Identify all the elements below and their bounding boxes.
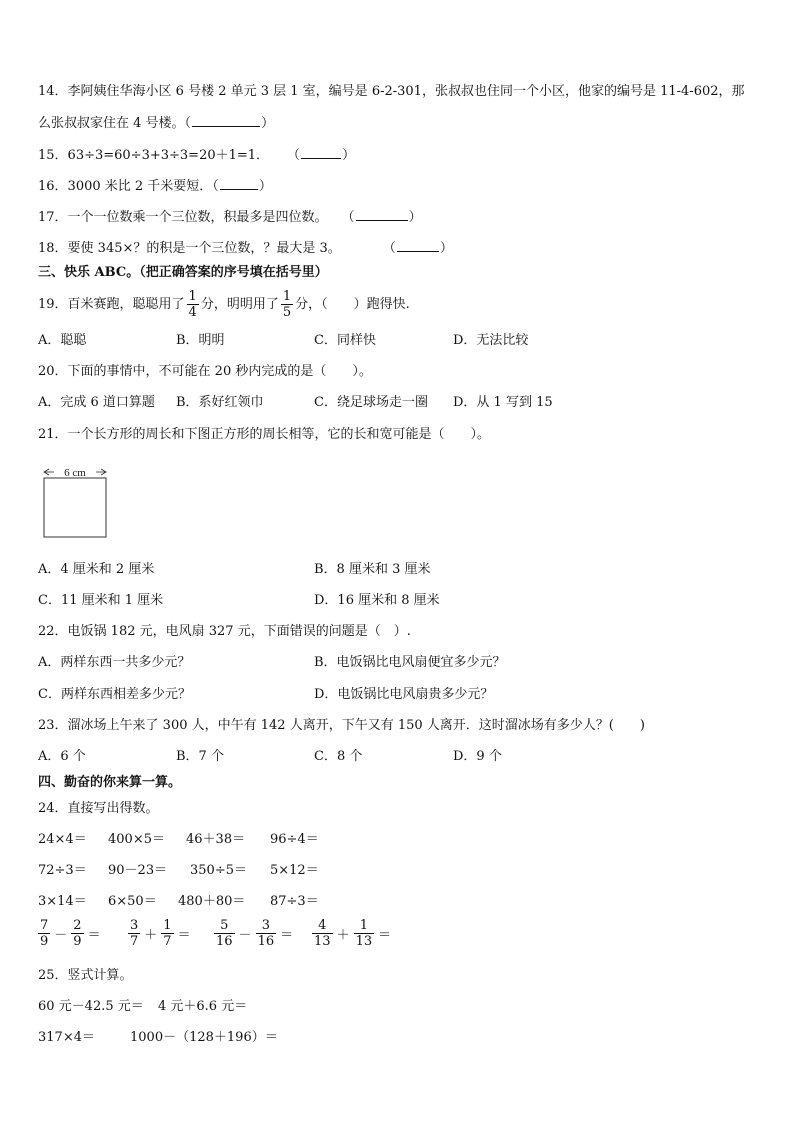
fraction-calc-1	[36, 918, 103, 949]
calc-item: 90－23＝	[108, 863, 168, 878]
fraction	[161, 918, 173, 949]
question-22: 22．电饭锅 182 元，电风扇 327 元，下面错误的问题是（ ）.	[38, 624, 411, 639]
equals-sign: ＝	[177, 928, 191, 943]
calc-item: 72÷3＝	[38, 863, 87, 878]
question-20: 20．下面的事情中，不可能在 20 秒内完成的是（ ）。	[38, 364, 372, 379]
q22-option-d[interactable]: D．电饭锅比电风扇贵多少元？	[314, 687, 494, 702]
q20-option-d[interactable]: D．从 1 写到 15	[453, 395, 553, 410]
q23-option-b[interactable]: B．7 个	[176, 749, 224, 764]
fraction-numerator: 1	[163, 918, 172, 933]
calc-item: 3×14＝	[38, 894, 87, 909]
square-side-label: 6 cm	[64, 467, 86, 479]
fraction	[71, 918, 83, 949]
q19-option-c[interactable]: C．同样快	[314, 333, 376, 348]
fraction	[38, 918, 50, 949]
q21-option-d[interactable]: D．16 厘米和 8 厘米	[314, 593, 440, 608]
question-18-text: 18．要使 345×？的积是一个三位数，？最大是 3。	[38, 241, 341, 256]
answer-paren-open: （	[212, 179, 219, 194]
fraction-numerator: 4	[312, 918, 333, 934]
q20-option-c[interactable]: C．绕足球场走一圈	[314, 395, 428, 410]
question-19	[38, 286, 410, 324]
fraction-numerator: 2	[73, 918, 82, 933]
answer-blank-14[interactable]	[192, 114, 260, 127]
calc-item: 46＋38＝	[186, 832, 246, 847]
question-15-text: 15．63÷3=60÷3+3÷3=20＋1=1．	[38, 148, 270, 163]
answer-paren-open: （	[382, 241, 396, 256]
fraction-calc-3	[212, 918, 295, 949]
q22-option-c[interactable]: C．两样东西相差多少元？	[38, 687, 191, 702]
q22-option-b[interactable]: B．电饭锅比电风扇便宜多少元？	[314, 655, 506, 670]
vertical-calc-item: 317×4＝	[38, 1030, 95, 1045]
fraction-denominator: 9	[73, 934, 82, 949]
fraction	[128, 918, 140, 949]
square-shape	[44, 478, 106, 537]
answer-paren-close: ）	[408, 210, 422, 225]
fraction-numerator: 1	[282, 289, 292, 304]
question-14-line-2	[38, 114, 274, 133]
question-24: 24．直接写出得数。	[38, 801, 159, 816]
equals-sign: ＝	[87, 928, 101, 943]
q19-option-d[interactable]: D．无法比较	[453, 333, 529, 348]
calc-item: 480＋80＝	[178, 894, 246, 909]
answer-paren-open: （	[287, 148, 301, 163]
fraction-one-quarter	[187, 289, 199, 320]
answer-blank-15[interactable]	[301, 146, 341, 159]
calc-item: 400×5＝	[108, 832, 165, 847]
question-17-text: 17．一个一位数乘一个三位数，积最多是四位数。	[38, 210, 328, 225]
q21-option-c[interactable]: C．11 厘米和 1 厘米	[38, 593, 164, 608]
section-4-heading: 四、勤奋的你来算一算。	[38, 775, 182, 790]
q23-option-d[interactable]: D．9 个	[453, 749, 502, 764]
fraction-numerator: 7	[40, 918, 49, 933]
answer-paren-close: ）	[261, 116, 275, 131]
fraction-numerator: 5	[214, 918, 235, 934]
q20-option-a[interactable]: A．完成 6 道口算题	[38, 395, 155, 410]
operator: ＋	[336, 928, 350, 943]
fraction	[214, 918, 235, 949]
vertical-calc-item: 1000－（128＋196）＝	[130, 1030, 278, 1045]
fraction-numerator: 3	[130, 918, 139, 933]
fraction-denominator: 13	[355, 934, 373, 949]
answer-paren-open: （	[341, 210, 355, 225]
calc-item: 5×12＝	[270, 863, 319, 878]
fraction-denominator: 7	[163, 934, 172, 949]
q22-option-a[interactable]: A．两样东西一共多少元？	[38, 655, 191, 670]
vertical-calc-item: 4 元＋6.6 元＝	[158, 999, 248, 1014]
q20-option-b[interactable]: B．系好红领巾	[176, 395, 264, 410]
question-17	[38, 208, 422, 227]
operator: ＋	[144, 928, 158, 943]
fraction	[256, 918, 277, 949]
fraction-denominator: 16	[257, 934, 275, 949]
section-3-heading: 三、快乐 ABC。（把正确答案的序号填在括号里）	[38, 265, 328, 280]
equals-sign: ＝	[280, 928, 294, 943]
calc-item: 350÷5＝	[190, 863, 247, 878]
q19-option-b[interactable]: B．明明	[176, 333, 225, 348]
answer-blank-18[interactable]	[397, 239, 439, 252]
answer-paren-open: （	[184, 116, 192, 131]
question-19-suffix: 分，（ ）跑得快.	[295, 297, 410, 312]
answer-paren-close: ）	[342, 148, 356, 163]
q19-option-a[interactable]: A．聪聪	[38, 333, 87, 348]
fraction-denominator: 9	[40, 934, 49, 949]
fraction-denominator: 16	[216, 934, 233, 949]
calc-item: 96÷4＝	[270, 832, 319, 847]
question-16	[38, 177, 272, 196]
fraction	[354, 918, 375, 949]
fraction-one-fifth	[281, 289, 293, 320]
q21-option-a[interactable]: A．4 厘米和 2 厘米	[38, 562, 155, 577]
q23-option-a[interactable]: A．6 个	[38, 749, 86, 764]
fraction-denominator: 5	[282, 305, 292, 320]
operator: －	[54, 928, 68, 943]
question-15	[38, 146, 355, 165]
question-14-text: 么张叔叔家住在 4 号楼。	[38, 116, 185, 131]
question-25: 25．竖式计算。	[38, 968, 133, 983]
fraction-numerator: 1	[188, 289, 197, 304]
fraction	[312, 918, 333, 949]
fraction-denominator: 4	[188, 305, 197, 320]
question-21: 21．一个长方形的周长和下图正方形的周长相等，它的长和宽可能是（ ）。	[38, 427, 491, 442]
answer-paren-close: ）	[439, 241, 453, 256]
fraction-denominator: 13	[314, 934, 331, 949]
q21-option-b[interactable]: B．8 厘米和 3 厘米	[314, 562, 431, 577]
fraction-numerator: 3	[256, 918, 277, 934]
equals-sign: ＝	[378, 928, 392, 943]
question-23: 23．溜冰场上午来了 300 人，中午有 142 人离开，下午又有 150 人离开．这时溜冰场有多少人？( )	[38, 718, 645, 733]
question-16-text: 16．3000 米比 2 千米要短．	[38, 179, 213, 194]
question-18	[38, 239, 453, 258]
q23-option-c[interactable]: C．8 个	[314, 749, 363, 764]
answer-paren-close: ）	[258, 179, 272, 194]
calc-item: 6×50＝	[108, 894, 157, 909]
fraction-calc-4	[310, 918, 393, 949]
answer-blank-16[interactable]	[220, 177, 258, 190]
fraction-denominator: 7	[130, 934, 139, 949]
fraction-numerator: 1	[354, 918, 375, 934]
square-figure	[38, 462, 112, 542]
answer-blank-17[interactable]	[356, 208, 408, 221]
calc-item: 24×4＝	[38, 832, 87, 847]
vertical-calc-item: 60 元－42.5 元＝	[38, 999, 144, 1014]
calc-item: 87÷3＝	[270, 894, 319, 909]
question-19-mid: 分，明明用了	[200, 297, 279, 312]
operator: －	[238, 928, 252, 943]
question-14-line-1: 14．李阿姨住华海小区 6 号楼 2 单元 3 层 1 室，编号是 6-2-301，张叔叔也住同一个小区，他家的编号是 11-4-602，那	[38, 84, 745, 99]
fraction-calc-2	[126, 918, 193, 949]
question-19-prefix: 19．百米赛跑，聪聪用了	[38, 297, 185, 312]
